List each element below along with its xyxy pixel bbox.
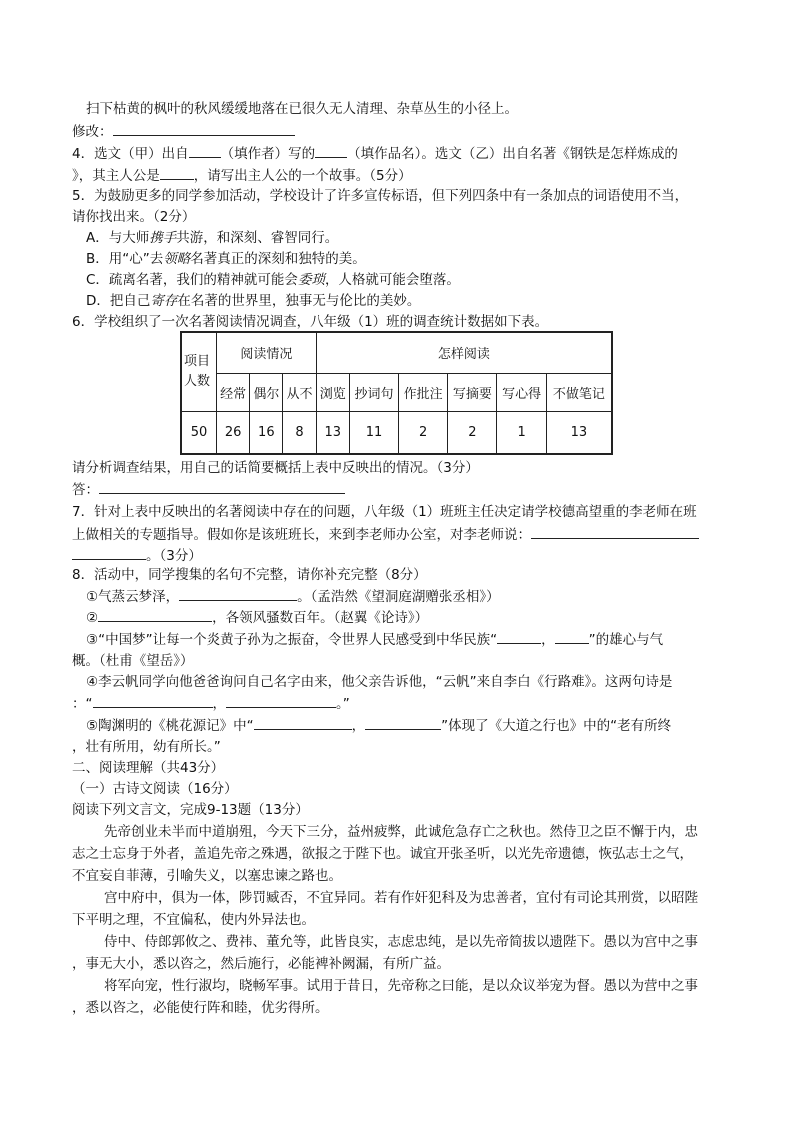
col-header: 偶尔 <box>250 373 283 411</box>
question-7: 7．针对上表中反映出的名著阅读中存在的问题，八年级（1）班班主任决定请学校德高望重的李老师在班 <box>72 504 697 520</box>
answer-blank[interactable] <box>160 165 194 180</box>
col-header: 写心得 <box>497 373 546 411</box>
answer-blank[interactable] <box>365 715 441 730</box>
option-text: 共游，和深刻、睿智同行。 <box>176 230 339 246</box>
col-header: 不做笔记 <box>546 373 612 411</box>
option-text: B．用“心”去 <box>86 251 164 267</box>
answer-blank[interactable] <box>93 693 213 708</box>
option-d[interactable] <box>86 291 420 311</box>
table-cell: 13 <box>546 411 612 454</box>
label: 修改： <box>72 124 113 140</box>
q8-item-4-cont <box>72 693 350 714</box>
dotted-word: 委琐 <box>297 272 325 288</box>
answer-blank[interactable] <box>254 715 352 730</box>
col-header: 浏览 <box>316 373 349 411</box>
q8-text: ⑤陶渊明的《桃花源记》中“ <box>86 718 254 734</box>
q4-text: ，请写出主人公的一个故事。（5分） <box>193 168 412 184</box>
q8-text: ：“ <box>72 696 93 712</box>
col-header: 作批注 <box>399 373 448 411</box>
col-header: 抄词句 <box>349 373 398 411</box>
answer-blank[interactable] <box>98 607 212 622</box>
count-label: 人数 <box>184 373 211 389</box>
passage-line: 不宜妄自菲薄，引喻失义，以塞忠谏之路也。 <box>72 868 342 884</box>
question-7-end <box>72 545 202 566</box>
q8-item-1 <box>86 586 500 607</box>
instruction: 阅读下列文言文，完成9-13题（13分） <box>72 802 309 818</box>
col-header: 写摘要 <box>448 373 497 411</box>
table-cell: 16 <box>250 411 283 454</box>
option-text: 名著真正的深刻和独特的美。 <box>190 251 366 267</box>
table-cell: 11 <box>349 411 398 454</box>
item-label: 项目 <box>184 353 211 369</box>
answer-blank[interactable] <box>226 693 336 708</box>
q8-text: 。（孟浩然《望洞庭湖赠张丞相》） <box>297 589 500 605</box>
q8-text: ”体现了《大道之行也》中的“老有所终 <box>441 718 672 734</box>
q7-text: 。（3分） <box>146 548 202 564</box>
option-a[interactable] <box>86 228 338 248</box>
option-text: C．疏离名著，我们的精神就可能会 <box>86 272 298 288</box>
col-header: 经常 <box>217 373 250 411</box>
question-6: 6．学校组织了一次名著阅读情况调查，八年级（1）班的调查统计数据如下表。 <box>72 314 549 330</box>
q8-item-5-cont: ，壮有所用，幼有所长。” <box>72 739 221 755</box>
col-header: 从不 <box>283 373 316 411</box>
option-text: 在名著的世界里，独事无与伦比的美妙。 <box>177 293 421 309</box>
q8-text: ①气蒸云梦泽， <box>86 589 180 605</box>
question-6-ask: 请分析调查结果，用自己的话简要概括上表中反映出的情况。（3分） <box>72 460 479 476</box>
table-cell: 8 <box>283 411 316 454</box>
q8-text: ”的雄心与气 <box>588 632 664 648</box>
answer-blank[interactable] <box>113 121 295 136</box>
section-heading: 二、阅读理解（共43分） <box>72 760 225 776</box>
option-text: D．把自己 <box>86 293 151 309</box>
answer-blank[interactable] <box>555 629 589 644</box>
answer-blank[interactable] <box>72 545 146 560</box>
table-cell: 26 <box>217 411 250 454</box>
q8-item-4: ④李云帆同学向他爸爸询问自己名字由来，他父亲告诉他，“云帆”来自李白《行路难》。这两句诗是 <box>86 674 673 690</box>
passage-line: 侍中、侍郎郭攸之、费祎、董允等，此皆良实，志虑忠纯，是以先帝简拔以遗陛下。愚以为宫中之事 <box>104 934 698 950</box>
option-b[interactable] <box>86 249 366 269</box>
answer-blank[interactable] <box>99 479 345 494</box>
answer-blank[interactable] <box>315 143 347 158</box>
dotted-word: 寄存 <box>150 293 178 309</box>
q8-item-2 <box>86 607 428 628</box>
q4-text: 4．选文（甲）出自 <box>72 146 189 162</box>
table-cell: 50 <box>181 411 217 454</box>
q8-text: ，各领风骚数百年。（赵翼《论诗》） <box>212 610 429 626</box>
table-cell: 1 <box>497 411 546 454</box>
option-text: ，人格就可能会堕落。 <box>324 272 460 288</box>
answer-blank[interactable] <box>179 586 297 601</box>
passage-line: 志之士忘身于外者，盖追先帝之殊遇，欲报之于陛下也。诚宜开张圣听，以光先帝遗德，恢弘志士之气， <box>72 846 693 862</box>
survey-table <box>180 331 613 455</box>
q8-text: ③“中国梦”让每一个炎黄子孙为之振奋，令世界人民感受到中华民族“ <box>86 632 498 648</box>
reading-header: 阅读情况 <box>217 332 317 373</box>
passage-line: 宫中府中，俱为一体，陟罚臧否，不宜异同。若有作奸犯科及为忠善者，宜付有司论其刑赏，以昭陛 <box>104 890 698 906</box>
revision-line <box>72 121 295 142</box>
text-line: 扫下枯黄的枫叶的秋风缓缓地落在已很久无人清理、杂草丛生的小径上。 <box>86 101 518 117</box>
answer-line <box>72 479 345 500</box>
question-7-cont <box>72 524 699 545</box>
passage-line: ，事无大小，悉以咨之，然后施行，必能裨补阙漏，有所广益。 <box>72 956 450 972</box>
answer-blank[interactable] <box>531 524 699 539</box>
answer-blank[interactable] <box>189 143 221 158</box>
q8-text: ， <box>541 632 555 648</box>
question-5-cont: 请你找出来。（2分） <box>72 209 196 225</box>
dotted-word: 携手 <box>149 230 177 246</box>
option-c[interactable] <box>86 270 460 290</box>
subsection-heading: （一）古诗文阅读（16分） <box>72 781 238 797</box>
q8-text: ， <box>212 696 226 712</box>
q8-item-3-cont: 概。（杜甫《望岳》） <box>72 653 194 669</box>
q8-item-3 <box>86 629 663 650</box>
passage-line: ，悉以咨之，必能使行阵和睦，优劣得所。 <box>72 1000 329 1016</box>
option-text: A．与大师 <box>86 230 150 246</box>
passage-line: 先帝创业未半而中道崩殂，今天下三分，益州疲弊，此诚危急存亡之秋也。然侍卫之臣不懈于内，忠 <box>104 824 698 840</box>
q8-text: ② <box>86 610 99 626</box>
q8-text: 。” <box>336 696 350 712</box>
how-header: 怎样阅读 <box>316 332 612 373</box>
q8-text: ， <box>351 718 366 734</box>
question-4 <box>72 143 678 164</box>
question-5: 5．为鼓励更多的同学参加活动，学校设计了许多宣传标语，但下列四条中有一条加点的词语使用不当， <box>72 188 689 204</box>
q4-text: （填作品名）。选文（乙）出自名著《钢铁是怎样炼成的 <box>347 146 678 162</box>
passage-line: 下平明之理，不宜偏私，使内外异法也。 <box>72 912 315 928</box>
q7-text: 上做相关的专题指导。假如你是该班班长，来到李老师办公室，对李老师说： <box>72 527 531 543</box>
answer-blank[interactable] <box>497 629 541 644</box>
table-cell: 2 <box>448 411 497 454</box>
question-8: 8．活动中，同学搜集的名句不完整，请你补充完整（8分） <box>72 567 427 583</box>
passage-line: 将军向宠，性行淑均，晓畅军事。试用于昔日，先帝称之曰能，是以众议举宠为督。愚以为营中之事 <box>104 978 698 994</box>
q8-item-5 <box>86 715 671 736</box>
question-4-cont <box>72 165 412 186</box>
table-cell: 13 <box>316 411 349 454</box>
dotted-word: 领略 <box>163 251 191 267</box>
q4-text: 》，其主人公是 <box>72 168 160 184</box>
label: 答： <box>72 482 99 498</box>
table-cell: 2 <box>399 411 448 454</box>
corner-header <box>181 332 217 411</box>
q4-text: （填作者）写的 <box>220 146 316 162</box>
